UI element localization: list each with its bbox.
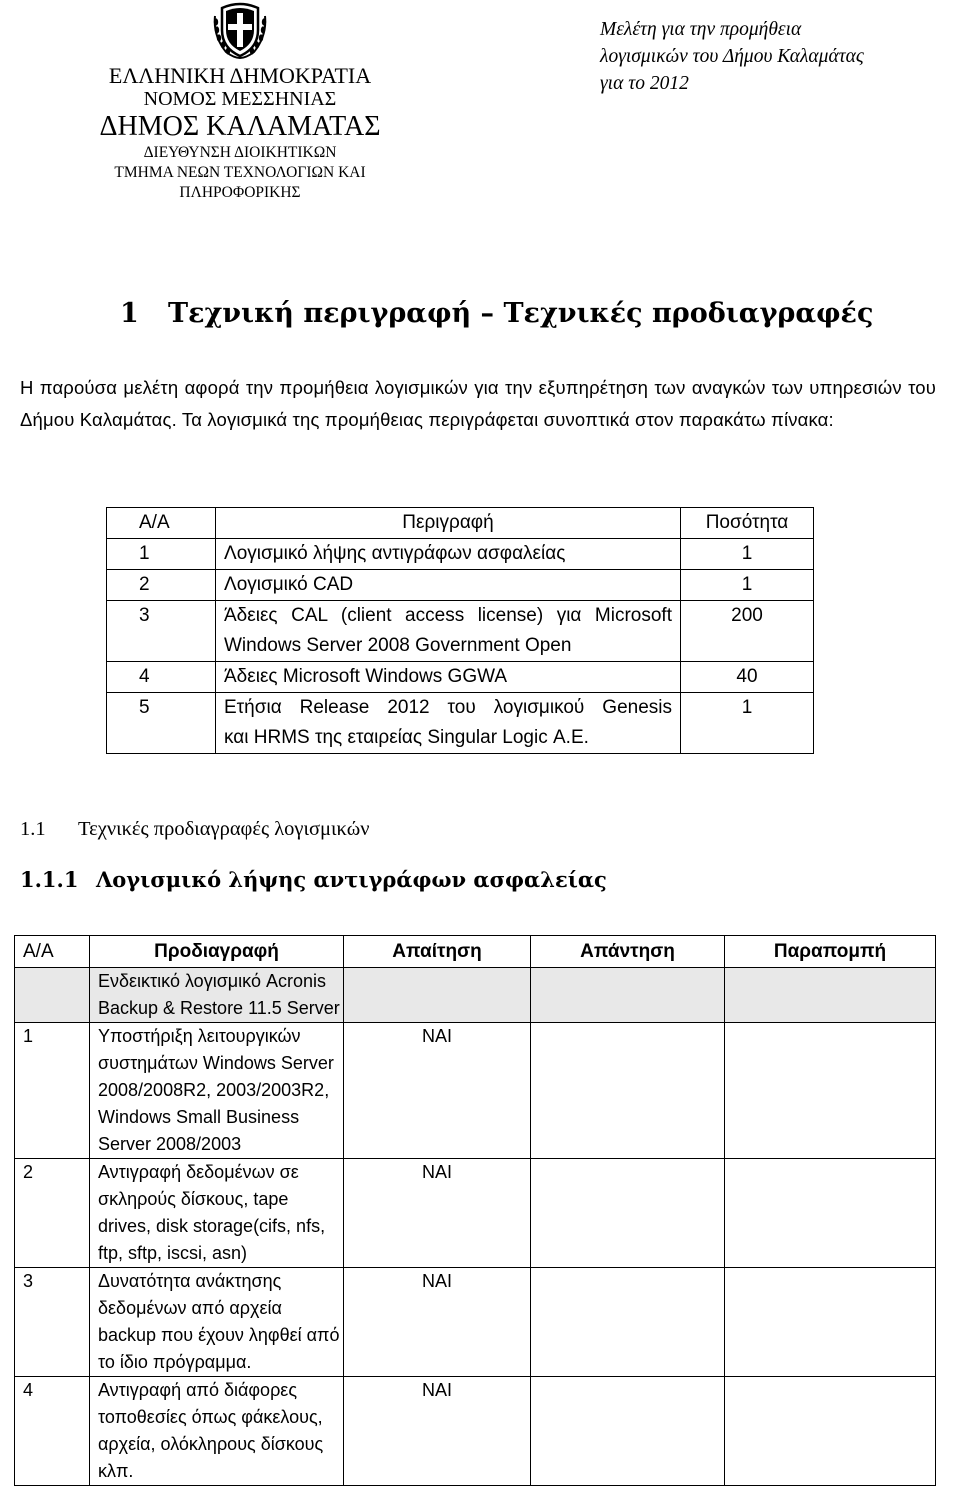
spec-line: Windows Small Business <box>98 1107 300 1127</box>
spec-line: συστημάτων Windows Server <box>98 1053 334 1073</box>
header-study-line-2: λογισμικών του Δήμου Καλαμάτας <box>600 46 864 67</box>
table-row <box>107 601 814 662</box>
table-row <box>107 662 814 693</box>
row-description: Λογισμικό CAD <box>216 570 681 601</box>
row-spec <box>90 1159 344 1268</box>
spec-line: Server 2008/2003 <box>98 1134 242 1154</box>
spec-line: ftp, sftp, iscsi, asn) <box>98 1243 248 1263</box>
spec-line: τοποθεσίες όπως φάκελους, <box>98 1407 323 1427</box>
table-header-row <box>107 508 814 539</box>
row-quantity: 1 <box>681 539 814 570</box>
section-1-1-1-number: 1.1.1 <box>20 867 79 892</box>
table-row <box>15 1023 936 1159</box>
col-header-answer: Απάντηση <box>531 936 725 968</box>
cell-empty <box>15 968 90 1023</box>
row-aa: 1 <box>107 539 216 570</box>
row-answer <box>531 1268 725 1377</box>
header-right-block <box>600 16 950 97</box>
row-aa: 2 <box>15 1159 90 1268</box>
row-answer <box>531 1377 725 1486</box>
spec-line: drives, disk storage(cifs, nfs, <box>98 1216 326 1236</box>
greek-coat-of-arms-icon <box>212 2 268 60</box>
table-row <box>107 570 814 601</box>
row-aa: 2 <box>107 570 216 601</box>
spec-line: backup που έχουν ληφθεί από <box>98 1325 340 1345</box>
indicative-line: Ενδεικτικό λογισμικό Acronis <box>98 971 326 991</box>
section-1-1-number: 1.1 <box>20 818 46 840</box>
row-requirement: ΝΑΙ <box>344 1023 531 1159</box>
header-country: ΕΛΛΗΝΙΚΗ ΔΗΜΟΚΡΑΤΙΑ <box>108 63 372 88</box>
row-requirement: ΝΑΙ <box>344 1377 531 1486</box>
section-1-1-title: Τεχνικές προδιαγραφές λογισμικών <box>78 818 370 840</box>
indicative-software-cell <box>90 968 344 1023</box>
spec-line: 2008/2008R2, 2003/2003R2, <box>98 1080 330 1100</box>
col-header-description: Περιγραφή <box>216 508 681 539</box>
table-row <box>15 1159 936 1268</box>
row-description <box>216 693 681 754</box>
row-reference <box>725 1159 936 1268</box>
spec-line: Υποστήριξη λειτουργικών <box>98 1026 301 1046</box>
row-aa: 5 <box>107 693 216 754</box>
col-header-aa: Α/Α <box>107 508 216 539</box>
row-quantity: 1 <box>681 570 814 601</box>
table-header-row <box>15 936 936 968</box>
col-header-spec: Προδιαγραφή <box>90 936 344 968</box>
row-description-line: και HRMS της εταιρείας Singular Logic Α.Ε. <box>224 727 589 748</box>
row-spec <box>90 1023 344 1159</box>
row-quantity: 200 <box>681 601 814 662</box>
row-answer <box>531 1159 725 1268</box>
cell-empty <box>725 968 936 1023</box>
spec-line: το ίδιο πρόγραμμα. <box>98 1352 252 1372</box>
col-header-reference: Παραπομπή <box>725 936 936 968</box>
row-aa: 4 <box>107 662 216 693</box>
row-description <box>216 601 681 662</box>
table-row <box>15 1268 936 1377</box>
spec-line: αρχεία, ολόκληρους δίσκους <box>98 1434 324 1454</box>
section-1-heading <box>120 298 873 329</box>
spec-line: Αντιγραφή από διάφορες <box>98 1380 298 1400</box>
header-prefecture: ΝΟΜΟΣ ΜΕΣΣΗΝΙΑΣ <box>143 88 337 110</box>
col-header-quantity: Ποσότητα <box>681 508 814 539</box>
cell-empty <box>531 968 725 1023</box>
spec-line: σκληρούς δίσκους, tape <box>98 1189 289 1209</box>
row-requirement: ΝΑΙ <box>344 1268 531 1377</box>
spec-line: δεδομένων από αρχεία <box>98 1298 282 1318</box>
row-description: Λογισμικό λήψης αντιγράφων ασφαλείας <box>216 539 681 570</box>
section-1-1-1-heading <box>20 867 607 892</box>
table-row-indicative <box>15 968 936 1023</box>
indicative-line: Backup & Restore 11.5 Server <box>98 998 340 1018</box>
header-directorate: ΔΙΕΥΘΥΝΣΗ ΔΙΟΙΚΗΤΙΚΩΝ <box>143 144 337 161</box>
table-row <box>15 1377 936 1486</box>
row-reference <box>725 1268 936 1377</box>
row-answer <box>531 1023 725 1159</box>
section-1-1-1-title: Λογισμικό λήψης αντιγράφων ασφαλείας <box>96 867 607 892</box>
row-description-line: Windows Server 2008 Government Open <box>224 635 572 656</box>
header-department: ΤΜΗΜΑ ΝΕΩΝ ΤΕΧΝΟΛΟΓΙΩΝ ΚΑΙ <box>114 164 366 181</box>
header-study-line-3: για το 2012 <box>600 73 689 94</box>
row-spec <box>90 1268 344 1377</box>
spec-line: κλπ. <box>98 1461 134 1481</box>
row-aa: 3 <box>15 1268 90 1377</box>
section-1-number: 1 <box>120 298 139 329</box>
table-row <box>107 693 814 754</box>
row-aa: 1 <box>15 1023 90 1159</box>
section-1-title: Τεχνική περιγραφή – Τεχνικές προδιαγραφές <box>168 298 874 329</box>
section-1-1-heading <box>20 818 369 841</box>
col-header-requirement: Απαίτηση <box>344 936 531 968</box>
header-municipality: ΔΗΜΟΣ ΚΑΛΑΜΑΤΑΣ <box>99 111 381 142</box>
row-description: Άδειες Microsoft Windows GGWA <box>216 662 681 693</box>
header-study-line-1: Μελέτη για την προμήθεια <box>600 19 802 40</box>
row-description-line: Ετήσια Release 2012 του λογισμικού Genesis <box>224 697 672 718</box>
spec-line: Δυνατότητα ανάκτησης <box>98 1271 282 1291</box>
row-spec <box>90 1377 344 1486</box>
row-description-line: Άδειες CAL (client access license) για Microsoft <box>224 605 672 626</box>
software-summary-table <box>106 507 814 754</box>
backup-spec-table <box>14 935 936 1486</box>
intro-paragraph: Η παρούσα μελέτη αφορά την προμήθεια λογισμικών για την εξυπηρέτηση των αναγκών των υπηρεσιών του Δήμου Καλαμάτας. Τα λογισμικά της προμήθειας περιγράφεται συνοπτικά στον παρακάτω πίνακα: <box>20 377 936 430</box>
row-aa: 3 <box>107 601 216 662</box>
table-row <box>107 539 814 570</box>
row-quantity: 1 <box>681 693 814 754</box>
header-department-cont: ΠΛΗΡΟΦΟΡΙΚΗΣ <box>179 184 301 201</box>
cell-empty <box>344 968 531 1023</box>
row-aa: 4 <box>15 1377 90 1486</box>
spec-line: Αντιγραφή δεδομένων σε <box>98 1162 299 1182</box>
row-reference <box>725 1023 936 1159</box>
col-header-aa: Α/Α <box>15 936 90 968</box>
row-quantity: 40 <box>681 662 814 693</box>
header-left-block <box>70 0 410 203</box>
row-requirement: ΝΑΙ <box>344 1159 531 1268</box>
row-reference <box>725 1377 936 1486</box>
